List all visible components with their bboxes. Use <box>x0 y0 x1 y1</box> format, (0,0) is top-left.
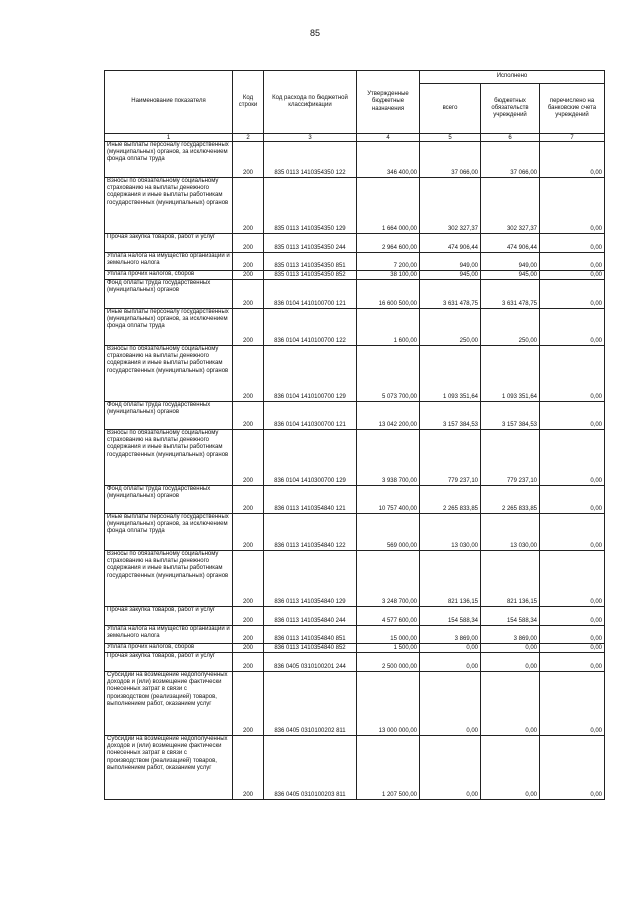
table-row <box>105 626 605 644</box>
line-code: 200 <box>233 402 264 430</box>
kbk-code: 836 0113 1410354840 122 <box>264 514 357 551</box>
kbk-code: 836 0113 1410354840 121 <box>264 486 357 514</box>
line-code: 200 <box>233 514 264 551</box>
line-code: 200 <box>233 178 264 234</box>
kbk-code: 836 0104 1410100700 129 <box>264 346 357 402</box>
executed-budget: 2 265 833,85 <box>481 486 540 514</box>
approved-amount: 1 664 000,00 <box>357 178 420 234</box>
executed-bank: 0,00 <box>540 253 605 271</box>
kbk-code: 836 0113 1410354840 852 <box>264 644 357 653</box>
executed-total: 302 327,37 <box>420 178 481 234</box>
header-executed: Исполнено <box>420 71 605 84</box>
indicator-name: Фонд оплаты труда государственных (муниципальных) органов <box>105 486 233 514</box>
indicator-name: Прочая закупка товаров, работ и услуг <box>105 607 233 626</box>
executed-total: 1 093 351,64 <box>420 346 481 402</box>
executed-bank: 0,00 <box>540 486 605 514</box>
approved-amount: 13 000 000,00 <box>357 672 420 736</box>
executed-budget: 3 869,00 <box>481 626 540 644</box>
executed-total: 474 906,44 <box>420 234 481 253</box>
kbk-code: 836 0405 0310100201 244 <box>264 653 357 672</box>
approved-amount: 10 757 400,00 <box>357 486 420 514</box>
indicator-name: Уплата прочих налогов, сборов <box>105 271 233 280</box>
indicator-name: Фонд оплаты труда государственных (муниципальных) органов <box>105 280 233 309</box>
indicator-name: Взносы по обязательному социальному страхованию на выплаты денежного содержания и иные выплаты работникам государственных (муниципальных) органов <box>105 551 233 607</box>
line-code: 200 <box>233 672 264 736</box>
line-code: 200 <box>233 430 264 486</box>
column-number: 1 <box>105 134 233 142</box>
executed-budget: 3 631 478,75 <box>481 280 540 309</box>
indicator-name: Уплата налога на имущество организаций и земельного налога <box>105 626 233 644</box>
table-row <box>105 309 605 346</box>
indicator-name: Взносы по обязательному социальному страхованию на выплаты денежного содержания и иные выплаты работникам государственных (муниципальных) органов <box>105 178 233 234</box>
approved-amount: 2 964 600,00 <box>357 234 420 253</box>
executed-total: 945,00 <box>420 271 481 280</box>
executed-budget: 474 906,44 <box>481 234 540 253</box>
indicator-name: Прочая закупка товаров, работ и услуг <box>105 234 233 253</box>
header-budget-institutions: бюджетных обязательств учреждений <box>481 84 540 134</box>
table-row <box>105 607 605 626</box>
column-number: 2 <box>233 134 264 142</box>
kbk-code: 836 0405 0310100203 811 <box>264 736 357 800</box>
table-row <box>105 736 605 800</box>
table-row <box>105 430 605 486</box>
executed-budget: 949,00 <box>481 253 540 271</box>
executed-total: 2 265 833,85 <box>420 486 481 514</box>
table-row <box>105 253 605 271</box>
header-indicator-name: Наименование показателя <box>105 71 233 134</box>
line-code: 200 <box>233 551 264 607</box>
line-code: 200 <box>233 142 264 178</box>
approved-amount: 1 600,00 <box>357 309 420 346</box>
kbk-code: 836 0405 0310100202 811 <box>264 672 357 736</box>
executed-budget: 0,00 <box>481 653 540 672</box>
header-line-code: Код строки <box>233 71 264 134</box>
executed-bank: 0,00 <box>540 430 605 486</box>
executed-budget: 37 066,00 <box>481 142 540 178</box>
executed-total: 3 631 478,75 <box>420 280 481 309</box>
approved-amount: 7 200,00 <box>357 253 420 271</box>
line-code: 200 <box>233 309 264 346</box>
executed-total: 3 157 384,53 <box>420 402 481 430</box>
kbk-code: 836 0104 1410100700 122 <box>264 309 357 346</box>
executed-bank: 0,00 <box>540 402 605 430</box>
line-code: 200 <box>233 271 264 280</box>
approved-amount: 1 500,00 <box>357 644 420 653</box>
executed-bank: 0,00 <box>540 653 605 672</box>
kbk-code: 836 0113 1410354840 851 <box>264 626 357 644</box>
executed-bank: 0,00 <box>540 309 605 346</box>
line-code: 200 <box>233 486 264 514</box>
executed-bank: 0,00 <box>540 346 605 402</box>
indicator-name: Субсидии на возмещение недополученных доходов и (или) возмещение фактически понесенных затрат в связи с производством (реализацией) товаров, выполнением работ, оказанием услуг <box>105 672 233 736</box>
indicator-name: Иные выплаты персоналу государственных (муниципальных) органов, за исключением фонда оплаты труда <box>105 142 233 178</box>
table-row <box>105 551 605 607</box>
executed-budget: 13 030,00 <box>481 514 540 551</box>
table-row <box>105 280 605 309</box>
column-number: 3 <box>264 134 357 142</box>
approved-amount: 16 600 500,00 <box>357 280 420 309</box>
header-approved: Утвержденные бюджетные назначения <box>357 71 420 134</box>
kbk-code: 835 0113 1410354350 129 <box>264 178 357 234</box>
indicator-name: Прочая закупка товаров, работ и услуг <box>105 653 233 672</box>
execution-report-table <box>104 70 605 800</box>
header-row <box>105 71 605 84</box>
executed-bank: 0,00 <box>540 607 605 626</box>
approved-amount: 2 500 000,00 <box>357 653 420 672</box>
executed-total: 37 066,00 <box>420 142 481 178</box>
executed-bank: 0,00 <box>540 644 605 653</box>
executed-budget: 3 157 384,53 <box>481 402 540 430</box>
executed-bank: 0,00 <box>540 736 605 800</box>
kbk-code: 836 0104 1410100700 121 <box>264 280 357 309</box>
kbk-code: 835 0113 1410354350 244 <box>264 234 357 253</box>
approved-amount: 4 577 600,00 <box>357 607 420 626</box>
line-code: 200 <box>233 253 264 271</box>
table-body <box>105 142 605 800</box>
header-bank-accounts: перечислено на банковские счета учреждений <box>540 84 605 134</box>
executed-total: 13 030,00 <box>420 514 481 551</box>
executed-budget: 1 093 351,64 <box>481 346 540 402</box>
approved-amount: 346 400,00 <box>357 142 420 178</box>
line-code: 200 <box>233 234 264 253</box>
executed-bank: 0,00 <box>540 271 605 280</box>
executed-bank: 0,00 <box>540 178 605 234</box>
executed-budget: 0,00 <box>481 736 540 800</box>
indicator-name: Фонд оплаты труда государственных (муниципальных) органов <box>105 402 233 430</box>
approved-amount: 1 207 500,00 <box>357 736 420 800</box>
kbk-code: 835 0113 1410354350 851 <box>264 253 357 271</box>
indicator-name: Субсидии на возмещение недополученных доходов и (или) возмещение фактически понесенных затрат в связи с производством (реализацией) товаров, выполнением работ, оказанием услуг <box>105 736 233 800</box>
table-row <box>105 271 605 280</box>
approved-amount: 5 073 700,00 <box>357 346 420 402</box>
indicator-name: Иные выплаты персоналу государственных (муниципальных) органов, за исключением фонда оплаты труда <box>105 514 233 551</box>
kbk-code: 836 0104 1410300700 129 <box>264 430 357 486</box>
line-code: 200 <box>233 626 264 644</box>
table-row <box>105 672 605 736</box>
approved-amount: 3 248 700,00 <box>357 551 420 607</box>
indicator-name: Уплата прочих налогов, сборов <box>105 644 233 653</box>
executed-total: 0,00 <box>420 736 481 800</box>
line-code: 200 <box>233 607 264 626</box>
executed-budget: 250,00 <box>481 309 540 346</box>
executed-bank: 0,00 <box>540 514 605 551</box>
executed-bank: 0,00 <box>540 142 605 178</box>
approved-amount: 3 938 700,00 <box>357 430 420 486</box>
approved-amount: 15 000,00 <box>357 626 420 644</box>
table-row <box>105 346 605 402</box>
line-code: 200 <box>233 653 264 672</box>
line-code: 200 <box>233 346 264 402</box>
executed-bank: 0,00 <box>540 551 605 607</box>
executed-total: 3 869,00 <box>420 626 481 644</box>
executed-budget: 945,00 <box>481 271 540 280</box>
executed-total: 154 588,34 <box>420 607 481 626</box>
column-number: 6 <box>481 134 540 142</box>
column-number: 7 <box>540 134 605 142</box>
approved-amount: 38 100,00 <box>357 271 420 280</box>
executed-budget: 154 588,34 <box>481 607 540 626</box>
executed-budget: 779 237,10 <box>481 430 540 486</box>
executed-budget: 0,00 <box>481 644 540 653</box>
table-row <box>105 178 605 234</box>
executed-total: 821 136,15 <box>420 551 481 607</box>
executed-budget: 302 327,37 <box>481 178 540 234</box>
executed-budget: 0,00 <box>481 672 540 736</box>
approved-amount: 569 000,00 <box>357 514 420 551</box>
kbk-code: 836 0113 1410354840 129 <box>264 551 357 607</box>
page-number: 85 <box>309 28 320 38</box>
executed-total: 779 237,10 <box>420 430 481 486</box>
header-total: всего <box>420 84 481 134</box>
line-code: 200 <box>233 280 264 309</box>
table-row <box>105 234 605 253</box>
table-row <box>105 644 605 653</box>
kbk-code: 835 0113 1410354350 122 <box>264 142 357 178</box>
table-row <box>105 653 605 672</box>
header-kbk: Код расхода по бюджетной классификации <box>264 71 357 134</box>
table-row <box>105 514 605 551</box>
indicator-name: Иные выплаты персоналу государственных (муниципальных) органов, за исключением фонда оплаты труда <box>105 309 233 346</box>
column-number: 5 <box>420 134 481 142</box>
indicator-name: Уплата налога на имущество организаций и земельного налога <box>105 253 233 271</box>
kbk-code: 836 0113 1410354840 244 <box>264 607 357 626</box>
approved-amount: 13 042 200,00 <box>357 402 420 430</box>
line-code: 200 <box>233 644 264 653</box>
kbk-code: 836 0104 1410300700 121 <box>264 402 357 430</box>
indicator-name: Взносы по обязательному социальному страхованию на выплаты денежного содержания и иные выплаты работникам государственных (муниципальных) органов <box>105 430 233 486</box>
executed-bank: 0,00 <box>540 234 605 253</box>
indicator-name: Взносы по обязательному социальному страхованию на выплаты денежного содержания и иные выплаты работникам государственных (муниципальных) органов <box>105 346 233 402</box>
executed-budget: 821 136,15 <box>481 551 540 607</box>
column-numbers-row <box>105 134 605 142</box>
kbk-code: 835 0113 1410354350 852 <box>264 271 357 280</box>
line-code: 200 <box>233 736 264 800</box>
executed-bank: 0,00 <box>540 280 605 309</box>
executed-total: 250,00 <box>420 309 481 346</box>
executed-total: 0,00 <box>420 672 481 736</box>
table-row <box>105 402 605 430</box>
executed-bank: 0,00 <box>540 672 605 736</box>
column-number: 4 <box>357 134 420 142</box>
executed-total: 0,00 <box>420 653 481 672</box>
executed-total: 0,00 <box>420 644 481 653</box>
executed-total: 949,00 <box>420 253 481 271</box>
table-row <box>105 142 605 178</box>
executed-bank: 0,00 <box>540 626 605 644</box>
table-row <box>105 486 605 514</box>
